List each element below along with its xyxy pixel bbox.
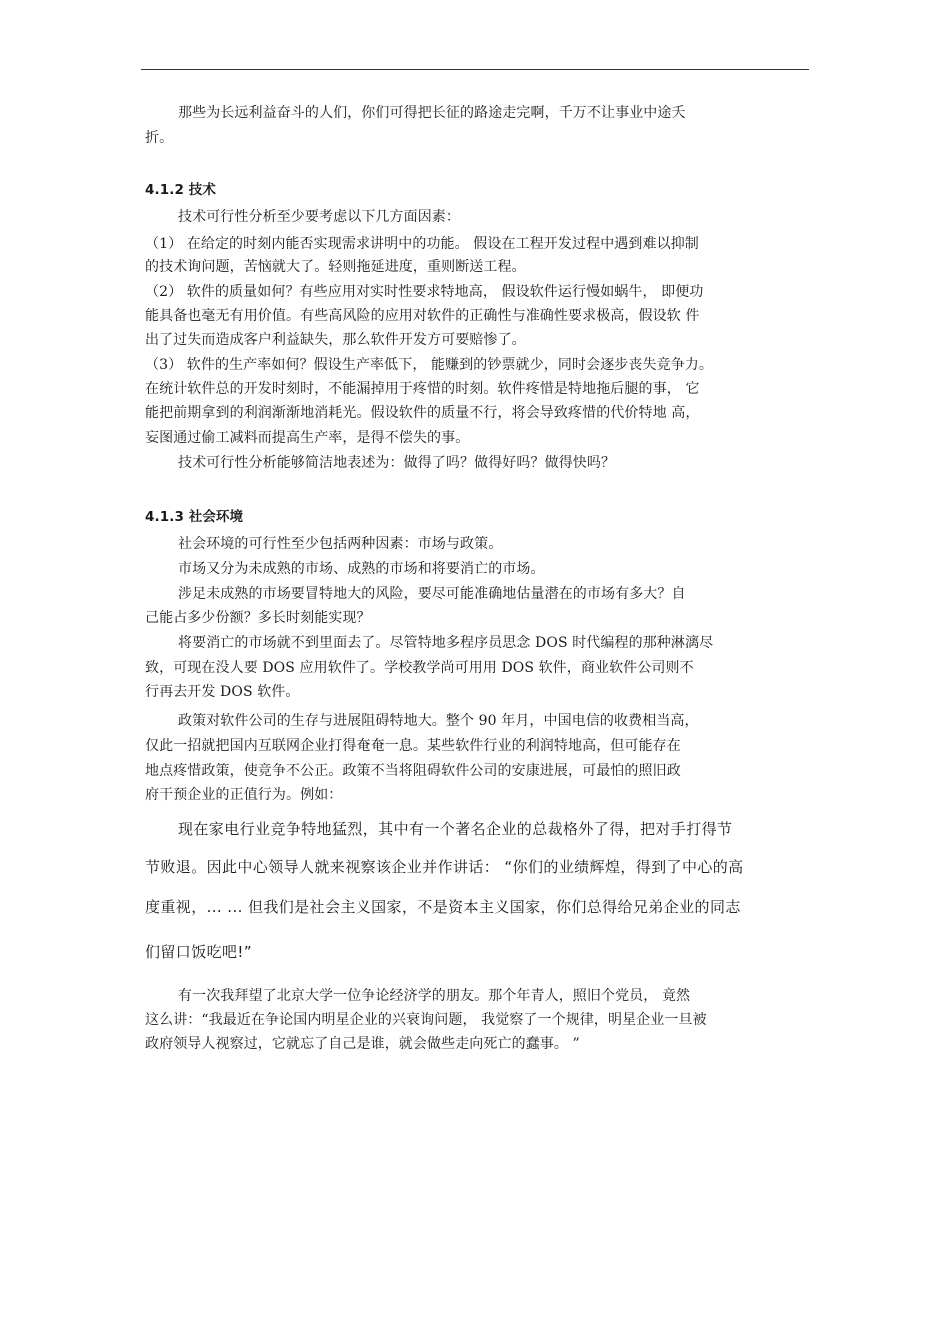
paragraph-line: 能具备也毫无有用价值。有些高风险的应用对软件的正确性与准确性要求极高，假设软 件 [145,308,700,324]
paragraph-line: 致，可现在没人要 DOS 应用软件了。学校教学尚可用用 DOS 软件，商业软件公司则不 [145,660,694,676]
paragraph-line: 那些为长远利益奋斗的人们，你们可得把长征的路途走完啊，千万不让事业中途夭 [178,105,686,121]
paragraph-line: 妄图通过偷工减料而提高生产率，是得不偿失的事。 [145,430,470,446]
quote-line: 现在家电行业竞争特地猛烈，其中有一个著名企业的总裁格外了得，把对手打得节 [178,820,733,838]
list-item-line: （1） 在给定的时刻内能否实现需求讲明中的功能。 假设在工程开发过程中遇到难以抑制 [145,236,699,252]
section-heading-4-1-3: 4.1.3 社会环境 [145,509,244,525]
paragraph-line: 在统计软件总的开发时刻时，不能漏掉用于疼惜的时刻。软件疼惜是特地拖后腿的事， 它 [145,381,700,397]
paragraph-line: 的技术询问题，苦恼就大了。轻则拖延进度，重则断送工程。 [145,259,526,275]
quote-line: 们留口饭吃吧!” [145,943,252,961]
paragraph-line: 政策对软件公司的生存与进展阻碍特地大。整个 90 年月，中国电信的收费相当高， [178,713,699,729]
paragraph-line: 仅此一招就把国内互联网企业打得奄奄一息。某些软件行业的利润特地高，但可能存在 [145,738,681,754]
paragraph-line: 将要消亡的市场就不到里面去了。尽管特地多程序员思念 DOS 时代编程的那种淋漓尽 [178,635,714,651]
paragraph-line: 社会环境的可行性至少包括两种因素：市场与政策。 [178,536,503,552]
paragraph-line: 涉足未成熟的市场要冒特地大的风险，要尽可能准确地估量潜在的市场有多大？自 [178,586,686,602]
list-item-line: （2） 软件的质量如何？有些应用对实时性要求特地高， 假设软件运行慢如蜗牛， 即便功 [145,284,704,300]
paragraph-line: 行再去开发 DOS 软件。 [145,684,300,700]
paragraph-line: 有一次我拜望了北京大学一位争论经济学的朋友。那个年青人，照旧个党员， 竟然 [178,988,691,1004]
paragraph-line: 技术可行性分析能够简洁地表述为：做得了吗？做得好吗？做得快吗？ [178,455,616,471]
paragraph-line: 出了过失而造成客户利益缺失，那么软件开发方可要赔惨了。 [145,332,526,348]
paragraph-line: 能把前期拿到的利润渐渐地消耗光。假设软件的质量不行，将会导致疼惜的代价特地 高， [145,405,700,421]
header-rule [141,69,809,70]
paragraph-line: 政府领导人视察过，它就忘了自己是谁，就会做些走向死亡的蠢事。 ” [145,1036,580,1052]
quote-line: 度重视，... ... 但我们是社会主义国家，不是资本主义国家，你们总得给兄弟企业的同志 [145,898,741,916]
quote-line: 节败退。因此中心领导人就来视察该企业并作讲话： “你们的业绩辉煌，得到了中心的高 [145,858,744,876]
paragraph-line: 折。 [145,130,174,146]
paragraph-line: 府干预企业的正值行为。例如： [145,787,343,803]
paragraph-line: 地点疼惜政策，使竞争不公正。政策不当将阻碍软件公司的安康进展，可最怕的照旧政 [145,763,681,779]
paragraph-line: 这么讲：“我最近在争论国内明星企业的兴衰询问题， 我觉察了一个规律，明星企业一旦被 [145,1012,707,1028]
paragraph-line: 市场又分为未成熟的市场、成熟的市场和将要消亡的市场。 [178,561,545,577]
paragraph-line: 技术可行性分析至少要考虑以下几方面因素： [178,209,460,225]
paragraph-line: 己能占多少份额？多长时刻能实现？ [145,610,371,626]
list-item-line: （3） 软件的生产率如何？假设生产率低下， 能赚到的钞票就少，同时会逐步丧失竞争力。 [145,357,714,373]
section-heading-4-1-2: 4.1.2 技术 [145,182,216,198]
